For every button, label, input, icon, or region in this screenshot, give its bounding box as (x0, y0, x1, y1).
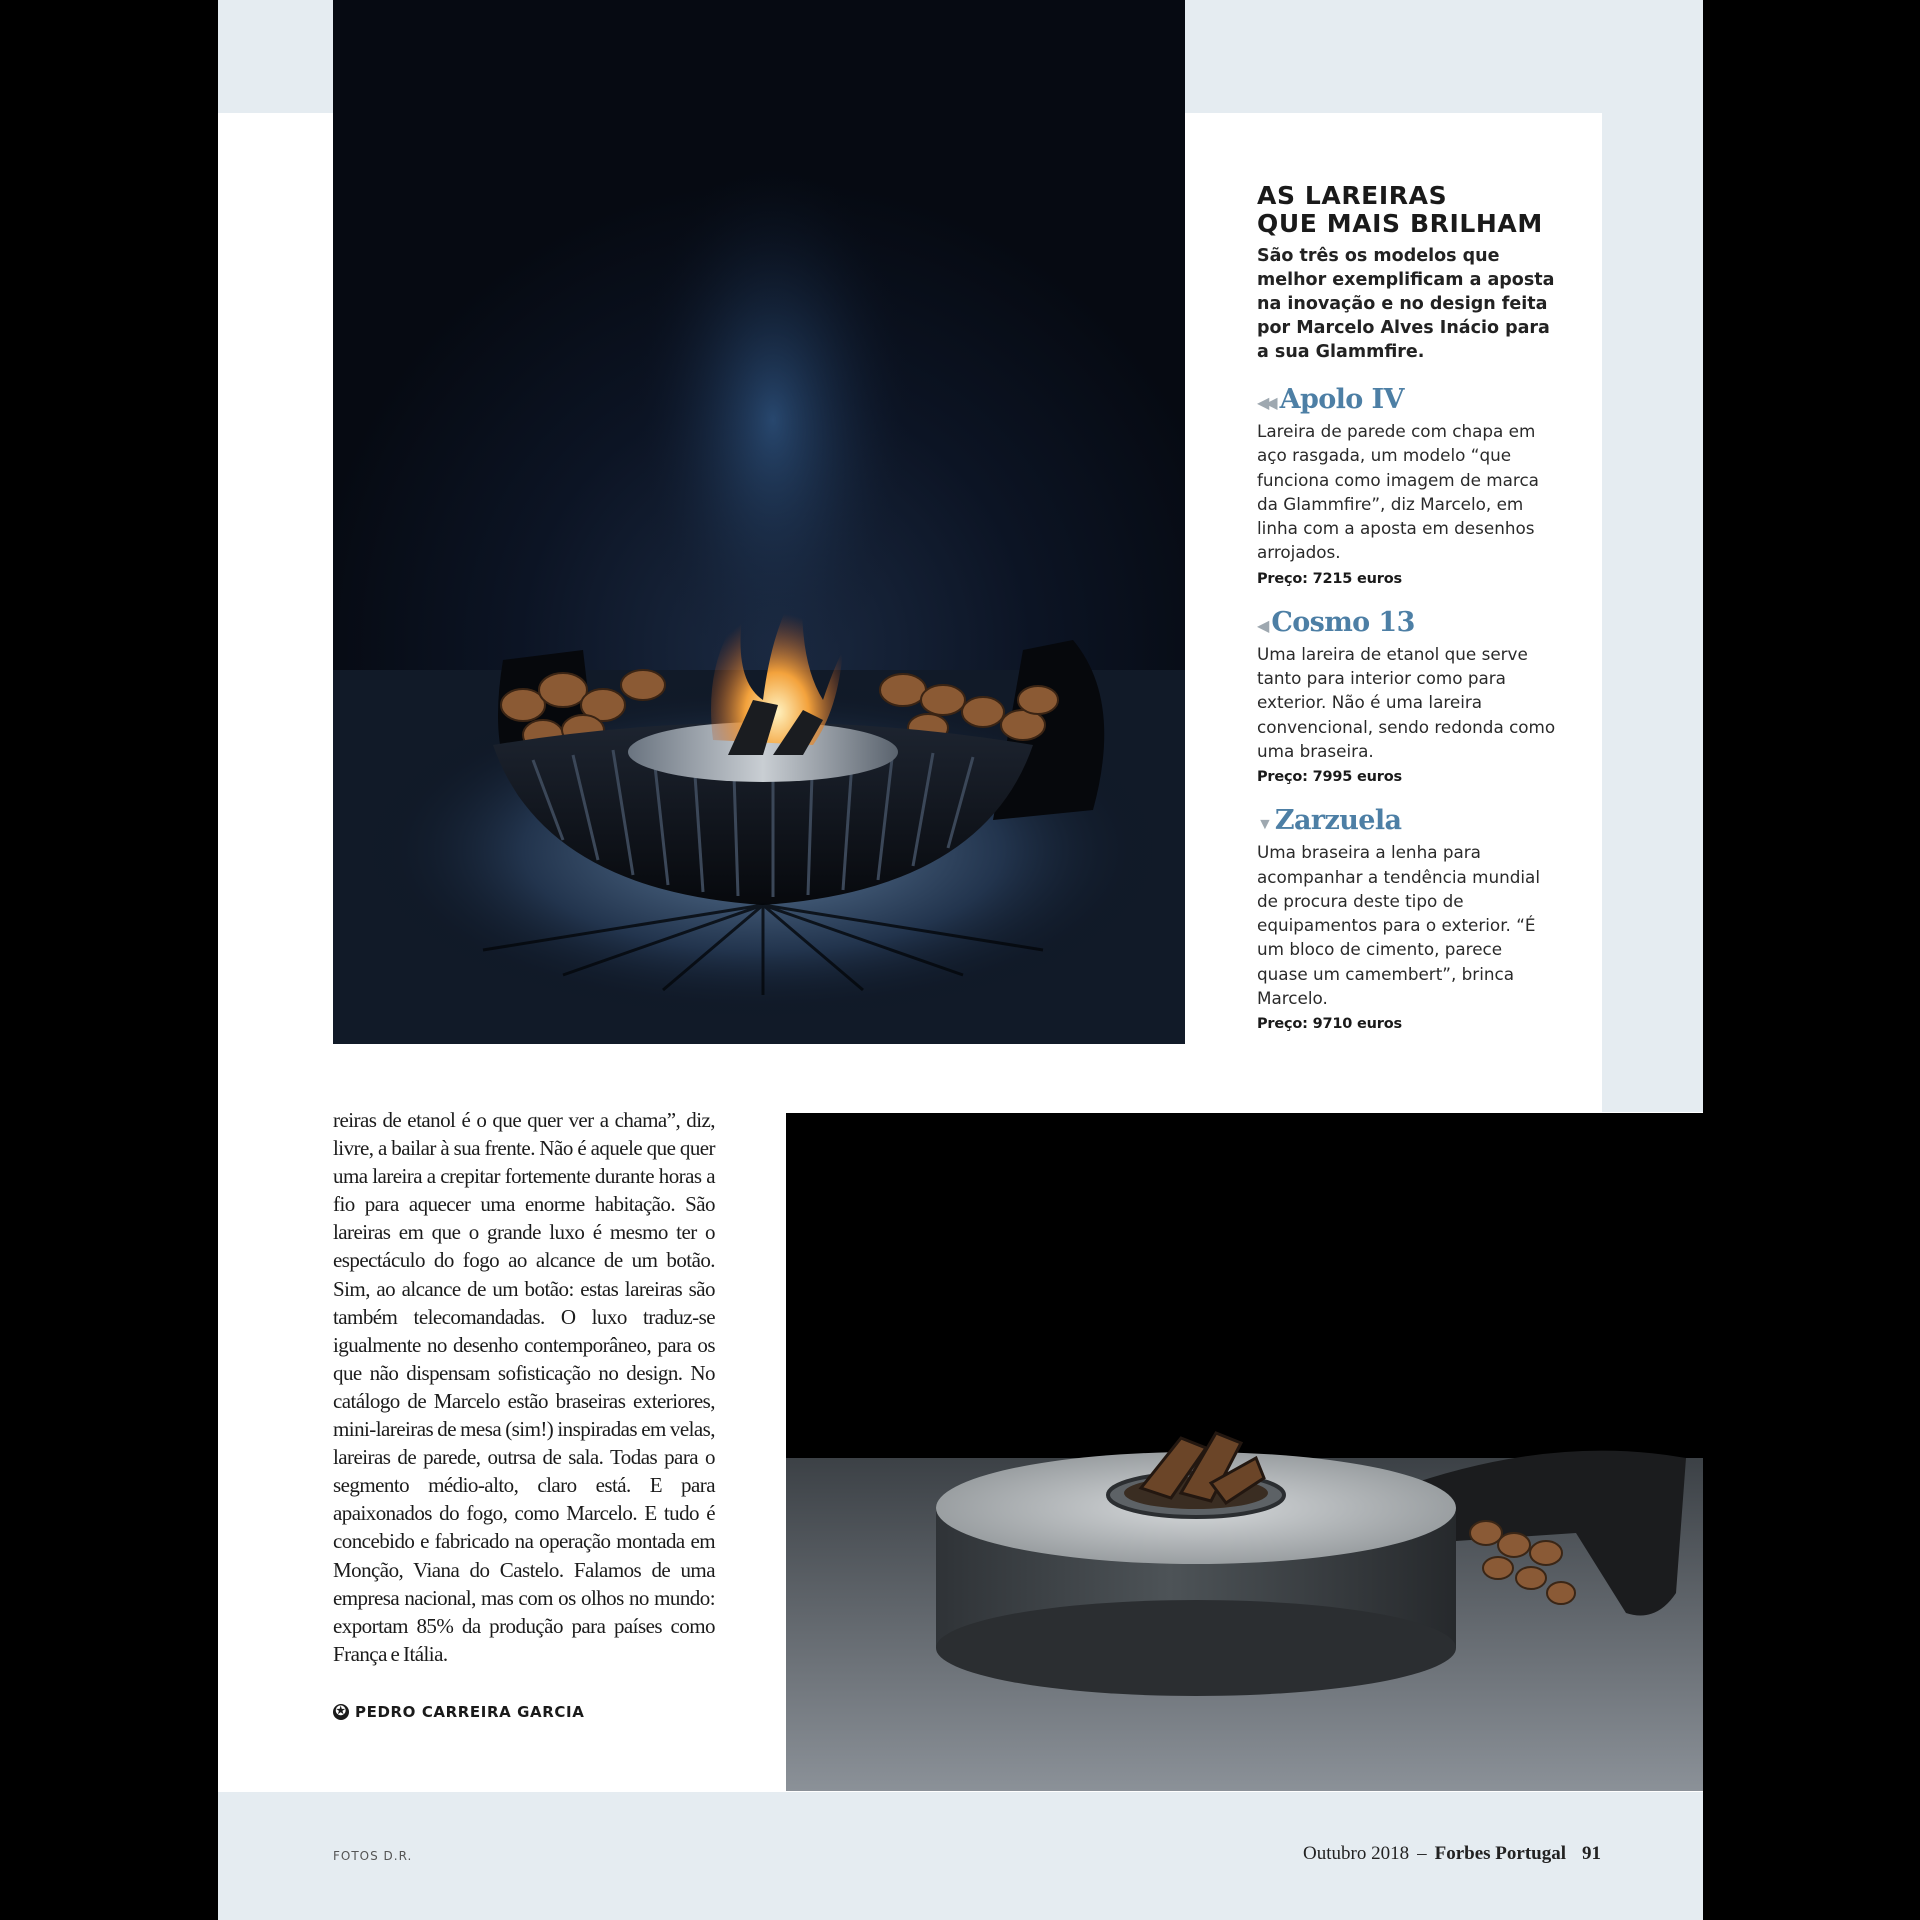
fire-bowl-illustration (333, 0, 1185, 1044)
photo-apolo-fire-bowl (333, 0, 1185, 1044)
sidebar-box (1257, 182, 1557, 1032)
model-name: Apolo IV (1279, 384, 1404, 415)
model-item-zarzuela (1257, 805, 1557, 1032)
model-item-cosmo (1257, 607, 1557, 785)
author-byline (333, 1703, 584, 1721)
model-price: Preço: 9710 euros (1257, 1016, 1402, 1033)
sidebar-intro: São três os modelos que melhor exemplificam a aposta na inovação e no design feita por Marcelo Alves Inácio para a sua Glammfire. (1257, 246, 1555, 362)
model-description: Uma lareira de etanol que serve tanto para interior como para exterior. Não é uma lareira convencional, sendo redonda como uma braseira. (1257, 643, 1556, 761)
model-name: Zarzuela (1274, 805, 1402, 837)
model-description: Uma braseira a lenha para acompanhar a tendência mundial de procura deste tipo de equipamentos para o exterior. “É um bloco de cimento, parece quase um camembert”, brinca Marcelo. (1257, 842, 1541, 1009)
article-paragraph: reiras de etanol é o que quer ver a chama”, diz, livre, a bailar à sua frente. Não é aquele que quer uma lareira a crepitar fortemente durante horas a fio para aquecer uma enorme habitação. São lareiras em que o grande luxo é mesmo ter o espectáculo do fogo ao alcance de um botão. Sim, ao alcance de um botão: estas lareiras são também telecomandadas. O luxo traduz-se igualmente no desenho contemporâneo, para os que não dispensam sofisticação no design. No catálogo de Marcelo estão braseiras exteriores, mini-lareiras de mesa (sim!) inspiradas em velas, lareiras de parede, outrsa de sala. Todas para o segmento médio-alto, claro está. E para apaixonados do fogo, como Marcelo. E tudo é concebido e fabricado na operação montada em Monção, Viana do Castelo. Falamos de uma empresa nacional, mas com os olhos no mundo: exportam 85% da produção para países como França e Itália. (333, 1108, 715, 1666)
author-name: PEDRO CARREIRA GARCIA (355, 1703, 585, 1721)
sidebar-kicker (1257, 182, 1557, 238)
author-mark-icon: ✪ (333, 1704, 349, 1720)
page-number: 91 (1582, 1843, 1601, 1864)
magazine-brand: Forbes Portugal (1434, 1843, 1566, 1864)
model-item-apolo (1257, 384, 1557, 587)
kicker-line-2: QUE MAIS BRILHAM (1257, 209, 1543, 238)
article-body (333, 1106, 715, 1668)
folio-separator: – (1417, 1843, 1427, 1864)
model-price: Preço: 7995 euros (1257, 769, 1402, 786)
page-folio (1303, 1843, 1601, 1865)
model-description: Lareira de parede com chapa em aço rasgada, um modelo “que funciona como imagem de marca da Glammfire”, diz Marcelo, em linha com a aposta em desenhos arrojados. (1257, 421, 1539, 563)
double-arrow-left-icon: ◀◀ (1257, 395, 1274, 412)
arrow-down-icon: ▼ (1257, 816, 1269, 834)
issue-date: Outubro 2018 (1303, 1843, 1410, 1864)
model-name: Cosmo 13 (1271, 606, 1415, 638)
kicker-line-1: AS LAREIRAS (1257, 181, 1448, 210)
model-price: Preço: 7215 euros (1257, 570, 1402, 587)
arrow-left-icon: ◀ (1257, 617, 1266, 635)
concrete-brazier-illustration (786, 1113, 1703, 1791)
photo-zarzuela-brazier (786, 1113, 1703, 1791)
photo-credit: FOTOS D.R. (333, 1849, 413, 1863)
